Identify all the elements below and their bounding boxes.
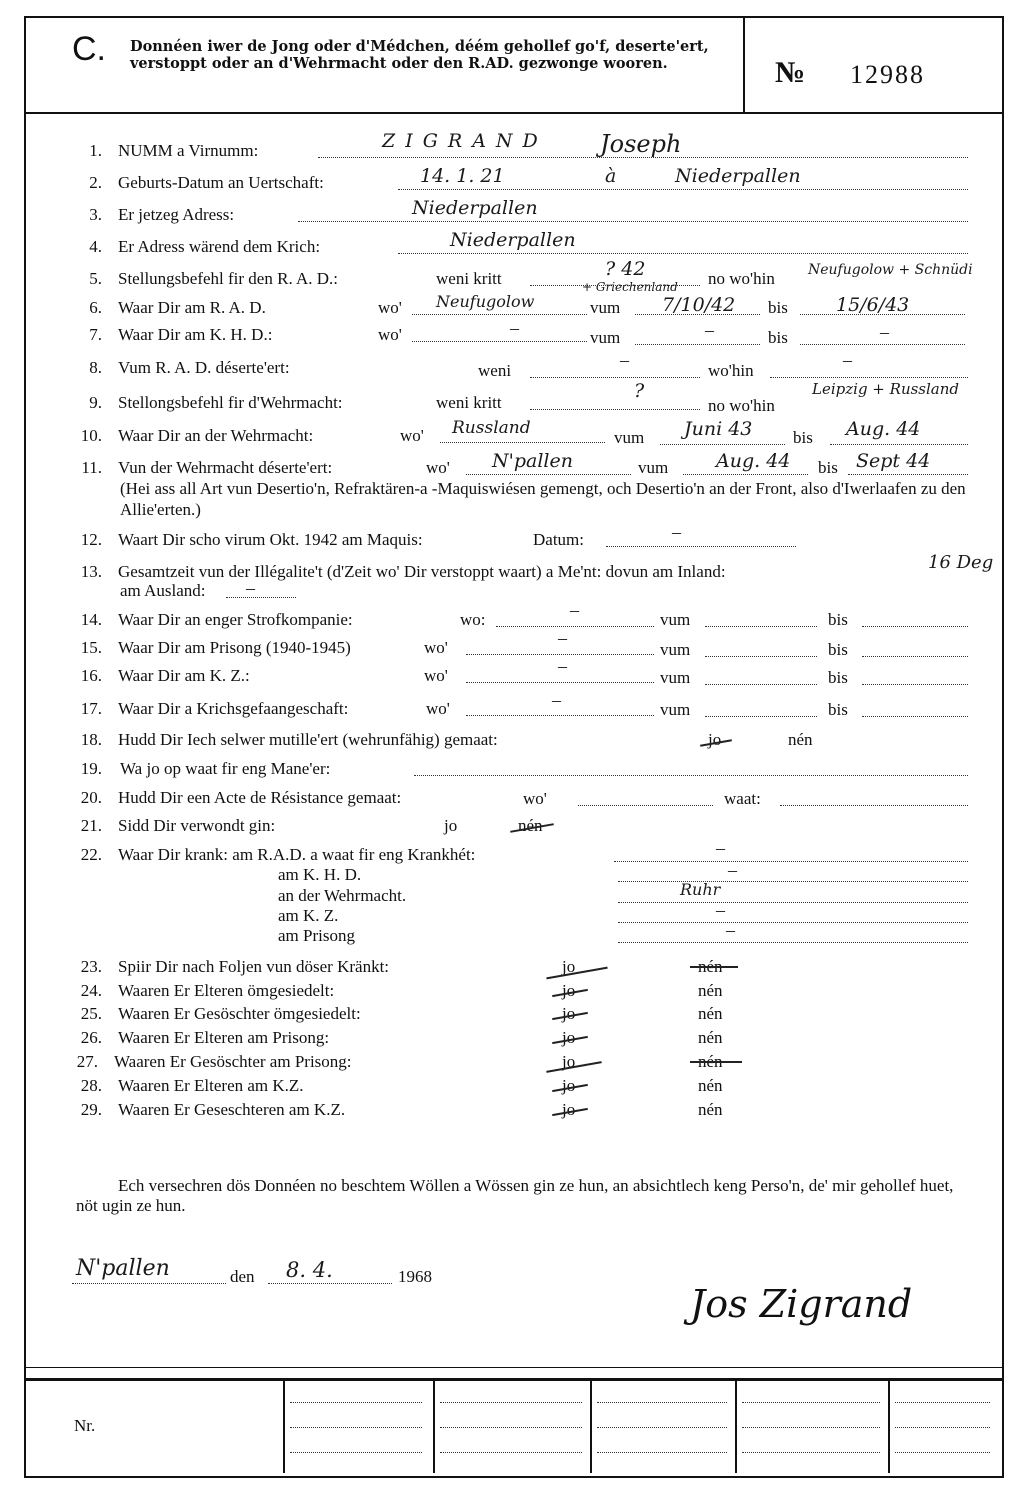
address-war: Niederpallen — [450, 229, 576, 251]
answer-line — [780, 805, 968, 806]
answer-line — [862, 626, 968, 627]
inland-duration: 16 Deg — [928, 552, 994, 573]
item-number: 4. — [89, 237, 102, 256]
weni-kritt-label: weni kritt — [436, 269, 502, 288]
item-label: Waaren Er Geseschteren am K.Z. — [118, 1100, 346, 1119]
item-number: 14. — [80, 610, 102, 629]
footer-column — [735, 1378, 737, 1473]
item-label: Waar Dir am R. A. D. — [118, 298, 266, 317]
answer-line — [862, 656, 968, 657]
ausland-label: am Ausland: — [120, 581, 206, 600]
answer-line — [614, 861, 968, 862]
wm-where: Russland — [452, 418, 531, 438]
footer-column — [283, 1378, 285, 1473]
footer-line — [440, 1452, 582, 1453]
sub-label: am Prisong — [278, 926, 355, 945]
birth-place: Niederpallen — [675, 165, 801, 187]
item-label: Spiir Dir nach Foljen vun döser Kränkt: — [118, 957, 390, 976]
jo-option: jo — [562, 1028, 576, 1047]
jo-option: jo — [562, 1052, 576, 1071]
desertion-note: (Hei ass all Art vun Desertio'n, Refraktären-a -Maquiswiésen gemengt, och Desertio'n an der Front, also d'Iwerlaafen zu den Allie'erten.) — [120, 479, 966, 519]
rad-where-note: + Griechenland — [582, 280, 678, 294]
nen-option: nén — [698, 957, 723, 976]
item-number: 25. — [80, 1004, 102, 1023]
sick-rad: – — [716, 838, 725, 858]
answer-line — [578, 805, 713, 806]
header-split — [743, 16, 745, 112]
answer-line — [530, 409, 700, 410]
weni-label: weni — [478, 361, 512, 380]
item-number: 17. — [80, 699, 102, 718]
place-line — [72, 1283, 226, 1284]
weni-kritt-label: weni kritt — [436, 393, 502, 412]
item-label: Vun der Wehrmacht déserte'ert: — [118, 458, 333, 477]
footer-column — [433, 1378, 435, 1473]
item-label: Hudd Dir Iech selwer mutille'ert (wehrunfähig) gemaat: — [118, 730, 498, 749]
rad-order-where: Neufugolow + Schnüdi — [808, 262, 973, 278]
item-number: 11. — [81, 458, 102, 477]
sick-prisong: – — [726, 920, 735, 940]
vum-label: vum — [660, 700, 691, 719]
answer-line — [530, 377, 700, 378]
bis-label: bis — [828, 668, 848, 687]
no-wohin-label: no wo'hin — [708, 269, 775, 288]
wm-desert-where: N'pallen — [492, 450, 573, 472]
date-line — [268, 1283, 392, 1284]
nen-option: nén — [518, 816, 543, 835]
item-number: 15. — [80, 638, 102, 657]
vum-label: vum — [590, 328, 621, 347]
item-number: 1. — [89, 141, 102, 160]
sub-label: an der Wehrmacht. — [278, 886, 407, 905]
answer-line — [398, 253, 968, 254]
footer-line — [742, 1452, 880, 1453]
item-number: 26. — [80, 1028, 102, 1047]
form-title: Donnéen iwer de Jong oder d'Médchen, déém gehollef go'f, deserte'ert, verstoppt oder an d'Wehrmacht oder den R.AD. gezwonge wooren. — [130, 38, 709, 72]
item-number: 27. — [76, 1052, 98, 1071]
footer-line — [895, 1402, 990, 1403]
wo-label: wo' — [378, 325, 402, 344]
item-number: 22. — [80, 845, 102, 864]
jo-option: jo — [444, 816, 458, 835]
strof-where: – — [570, 600, 579, 620]
wo-label: wo' — [424, 666, 448, 685]
footer-rule — [24, 1367, 1002, 1368]
item-label: Waar Dir krank: am R.A.D. a waat fir eng Krankhét: — [118, 845, 476, 864]
item-number: 16. — [80, 666, 102, 685]
answer-line — [770, 377, 968, 378]
answer-line — [800, 344, 965, 345]
item-number: 24. — [80, 981, 102, 1000]
bis-label: bis — [828, 640, 848, 659]
answer-line — [496, 626, 654, 627]
jo-option: jo — [562, 1004, 576, 1023]
sick-kz: – — [716, 900, 725, 920]
footer-line — [440, 1402, 582, 1403]
item-number: 2. — [89, 173, 102, 192]
vum-label: vum — [660, 640, 691, 659]
wohin-label: wo'hin — [708, 361, 754, 380]
nen-option: nén — [698, 1028, 723, 1047]
maquis-date: – — [672, 522, 681, 542]
answer-line — [618, 902, 968, 903]
item-label: NUMM a Virnumm: — [118, 141, 259, 160]
answer-line — [830, 444, 968, 445]
item-label: Er jetzeg Adress: — [118, 205, 235, 224]
item-label: Waaren Er Elteren am K.Z. — [118, 1076, 304, 1095]
bis-label: bis — [818, 458, 838, 477]
item-number: 7. — [89, 325, 102, 344]
sub-label: am K. H. D. — [278, 865, 362, 884]
sign-place: N'pallen — [76, 1256, 170, 1281]
jo-option: jo — [562, 1100, 576, 1119]
bis-label: bis — [828, 610, 848, 629]
answer-line — [862, 716, 968, 717]
pow-where: – — [552, 690, 561, 710]
item-number: 6. — [89, 298, 102, 317]
section-letter: C. — [72, 30, 106, 68]
item-label: Waart Dir scho virum Okt. 1942 am Maquis: — [118, 530, 423, 549]
item-label: Stellungsbefehl fir den R. A. D.: — [118, 269, 339, 288]
footer-line — [742, 1427, 880, 1428]
form-number: 12988 — [850, 60, 925, 89]
answer-line — [398, 189, 968, 190]
answer-line — [683, 474, 808, 475]
answer-line — [606, 546, 796, 547]
name-first: Joseph — [600, 130, 682, 158]
vum-label: vum — [660, 668, 691, 687]
kz-where: – — [558, 656, 567, 676]
answer-line — [298, 221, 968, 222]
wo-label: wo' — [400, 426, 424, 445]
item-label: Waaren Er Elteren ömgesiedelt: — [118, 981, 335, 1000]
name-last: ZIGRAND — [382, 130, 548, 152]
nen-option: nén — [698, 1052, 723, 1071]
footer-rule-bold — [24, 1378, 1002, 1381]
sub-label: am K. Z. — [278, 906, 339, 925]
item-label: Hudd Dir een Acte de Résistance gemaat: — [118, 788, 402, 807]
nen-option: nén — [698, 981, 723, 1000]
wo-label: wo' — [378, 298, 402, 317]
khd-where: – — [510, 318, 519, 338]
bis-label: bis — [768, 328, 788, 347]
answer-line — [466, 654, 654, 655]
bis-label: bis — [768, 298, 788, 317]
answer-line — [705, 626, 817, 627]
item-number: 28. — [80, 1076, 102, 1095]
signature: Jos Zigrand — [690, 1282, 913, 1326]
bis-label: bis — [828, 700, 848, 719]
item-number: 18. — [80, 730, 102, 749]
address: Niederpallen — [412, 197, 538, 219]
wo-label: wo' — [426, 699, 450, 718]
item-number: 19. — [80, 759, 102, 778]
rad-to: 15/6/43 — [836, 294, 910, 316]
answer-line — [862, 684, 968, 685]
den-label: den — [230, 1267, 255, 1286]
wo-label: wo' — [424, 638, 448, 657]
vum-label: vum — [638, 458, 669, 477]
footer-line — [440, 1427, 582, 1428]
nen-option: nén — [698, 1100, 723, 1119]
vum-label: vum — [590, 298, 621, 317]
sign-date: 8. 4. — [286, 1258, 333, 1282]
waat-label: waat: — [724, 789, 761, 808]
item-number: 8. — [89, 358, 102, 377]
wo-label: wo: — [460, 610, 486, 629]
footer-column — [590, 1378, 592, 1473]
answer-line — [466, 474, 631, 475]
nen-option: nén — [698, 1004, 723, 1023]
item-label: Waar Dir an der Wehrmacht: — [118, 426, 314, 445]
answer-line — [440, 442, 605, 443]
answer-line — [705, 716, 817, 717]
footer-line — [742, 1402, 880, 1403]
footer-line — [290, 1452, 422, 1453]
answer-line — [466, 715, 654, 716]
wo-label: wo' — [523, 789, 547, 808]
prisong-where: – — [558, 628, 567, 648]
item-number: 10. — [80, 426, 102, 445]
item-number: 3. — [89, 205, 102, 224]
answer-line — [705, 684, 817, 685]
nen-option: nén — [698, 1076, 723, 1095]
footer-column — [888, 1378, 890, 1473]
jo-option: jo — [708, 730, 722, 749]
item-label: Er Adress wärend dem Krich: — [118, 237, 321, 256]
footer-line — [290, 1402, 422, 1403]
jo-option: jo — [562, 957, 576, 976]
answer-line — [412, 341, 587, 342]
item-label: Waaren Er Gesöschter ömgesiedelt: — [118, 1004, 361, 1023]
wm-order-where: Leipzig + Russland — [812, 380, 959, 398]
item-label: Sidd Dir verwondt gin: — [118, 816, 276, 835]
answer-line — [618, 881, 968, 882]
rad-desert-where: – — [843, 350, 852, 370]
strike-mark — [690, 966, 738, 968]
footer-line — [895, 1452, 990, 1453]
item-label: Waaren Er Elteren am Prisong: — [118, 1028, 330, 1047]
item-number: 21. — [80, 816, 102, 835]
wo-label: wo' — [426, 458, 450, 477]
nen-option: nén — [788, 730, 813, 749]
birth-a: à — [605, 165, 617, 187]
answer-line — [618, 942, 968, 943]
footer-line — [290, 1427, 422, 1428]
birth-date: 14. 1. 21 — [420, 165, 505, 187]
khd-from: – — [705, 320, 714, 340]
item-label: Vum R. A. D. déserte'ert: — [118, 358, 290, 377]
rad-where: Neufugolow — [436, 292, 535, 311]
strike-mark — [690, 1061, 742, 1063]
answer-line — [466, 682, 654, 683]
footer-line — [597, 1402, 727, 1403]
item-label: Waar Dir am K. H. D.: — [118, 325, 273, 344]
answer-line — [226, 597, 296, 598]
rad-from: 7/10/42 — [662, 294, 736, 316]
item-number: 5. — [89, 269, 102, 288]
item-label: Waar Dir am Prisong (1940-1945) — [118, 638, 351, 657]
answer-line — [635, 344, 760, 345]
item-number: 9. — [89, 393, 102, 412]
item-label: Gesamtzeit vun der Illégalite't (d'Zeit wo' Dir verstoppt waart) a Me'nt: dovun am Inland: — [118, 562, 726, 581]
item-number: 12. — [80, 530, 102, 549]
wm-desert-to: Sept 44 — [856, 450, 931, 472]
item-number: 23. — [80, 957, 102, 976]
jo-option: jo — [562, 1076, 576, 1095]
vum-label: vum — [660, 610, 691, 629]
answer-line — [705, 656, 817, 657]
vum-label: vum — [614, 428, 645, 447]
item-label: Stellongsbefehl fir d'Wehrmacht: — [118, 393, 343, 412]
answer-line — [414, 775, 968, 776]
item-label: Waaren Er Gesöschter am Prisong: — [114, 1052, 352, 1071]
bis-label: bis — [793, 428, 813, 447]
answer-line — [618, 922, 968, 923]
answer-line — [412, 314, 587, 315]
wm-from: Juni 43 — [684, 418, 753, 440]
sick-khd: – — [728, 860, 737, 880]
jo-option: jo — [562, 981, 576, 1000]
wm-desert-from: Aug. 44 — [716, 450, 791, 472]
nr-label: Nr. — [74, 1416, 96, 1435]
item-number: 13. — [80, 562, 102, 581]
item-label: Waar Dir an enger Strofkompanie: — [118, 610, 353, 629]
khd-to: – — [880, 322, 889, 342]
item-number: 20. — [80, 788, 102, 807]
sick-wehrmacht: Ruhr — [680, 880, 721, 899]
item-label: Waar Dir am K. Z.: — [118, 666, 250, 685]
answer-line — [660, 444, 785, 445]
item-label: Wa jo op waat fir eng Mane'er: — [120, 759, 331, 778]
declaration: Ech versechren dös Donnéen no beschtem Wöllen a Wössen gin ze hun, an absichtlech keng Perso'n, de' mir gehollef huet, nöt ugin ze hun. — [76, 1176, 954, 1215]
datum-label: Datum: — [533, 530, 584, 549]
footer-line — [895, 1427, 990, 1428]
year: 1968 — [398, 1267, 432, 1286]
item-number: 29. — [80, 1100, 102, 1119]
ausland-duration: – — [246, 578, 255, 598]
rad-desert-when: – — [620, 350, 629, 370]
footer-line — [597, 1452, 727, 1453]
wm-to: Aug. 44 — [846, 418, 921, 440]
wm-order-when: ? — [634, 380, 645, 402]
no-wohin-label: no wo'hin — [708, 396, 775, 415]
header-divider — [24, 112, 1002, 114]
footer-line — [597, 1427, 727, 1428]
number-label: № — [775, 56, 806, 89]
answer-line — [848, 474, 968, 475]
item-label: Waar Dir a Krichsgefaangeschaft: — [118, 699, 349, 718]
item-label: Geburts-Datum an Uertschaft: — [118, 173, 324, 192]
rad-order-when: ? 42 — [605, 258, 646, 280]
